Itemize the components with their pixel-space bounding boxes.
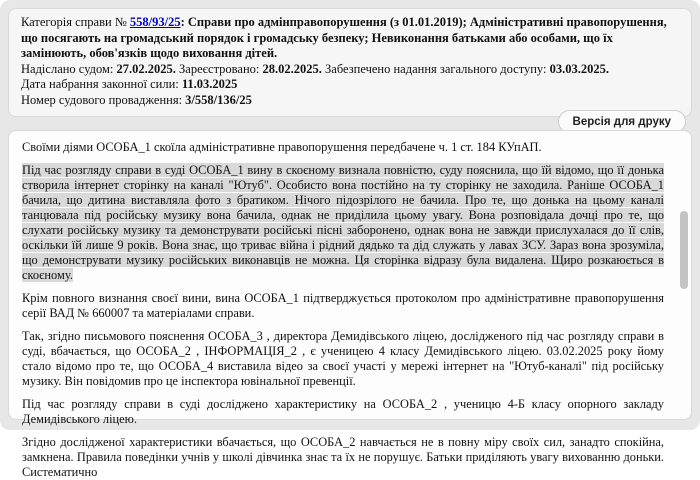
category-separator: : — [180, 15, 185, 29]
category-label: Категорія справи № — [21, 15, 127, 29]
category-line — [21, 15, 677, 62]
legal-force-date: 11.03.2025 — [181, 77, 238, 92]
print-version-button[interactable]: Версія для друку — [558, 110, 686, 133]
decision-paragraph: Згідно дослідженої характеристики вбачається, що ОСОБА_2 навчається не в повну міру своїх сил, занадто спокійна, замкнена. Правила поведінки учнів у школі дівчинка знає та їх не порушує. Батьки приділяють увагу вихованню доньки. Систематично — [22, 435, 664, 479]
registered-label: Зареєстровано: — [179, 61, 260, 76]
case-metadata-panel — [8, 8, 692, 117]
category-description: Справи про адмінправопорушення (з 01.01.2019); Адміністративні правопорушення, що посягають на громадський порядок і громадську безпеку; Невиконання батьками або особами, що їх замінюють, обов'язків щодо виховання дітей. — [21, 15, 667, 61]
selected-text: Під час розгляду справи в суді ОСОБА_1 вину в скоєному визнала повністю, суду пояснила, що їй відомо, що її донька створила інтернет сторінку на каналі "Ютуб". Особисто вона постійно на ту сторінку не заходила. Раніше ОСОБА_1 бачила, що дитина виставляла фото з братиком. Нічого підозрілого не бачила. Про те, що донька на цьому каналі танцювала під російську музику вона бачила, однак не приділила цьому увагу. Вона розповідала дочці про те, що слухати російську музику та демонструвати російські пісні заборонено, однак вона не завжди прислухалася до її слів, оскільки їй лише 9 років. Вона знає, що триває війна і рідний дядько та дід служать у лавах ЗСУ. Зараз вона зрозуміла, що демонструвати музику російських виконавців не можна. Ця сторінка відразу була видалена. Щиро розкаюється в скоєному. — [22, 163, 664, 282]
decision-paragraph-selected — [22, 163, 664, 283]
sent-date: 27.02.2025. — [116, 61, 176, 76]
vertical-scrollbar-thumb[interactable] — [680, 211, 688, 289]
registered-date: 28.02.2025. — [262, 61, 322, 76]
legal-force-line — [21, 77, 677, 93]
decision-text-panel — [8, 130, 692, 479]
access-label: Забезпечено надання загального доступу: — [325, 61, 547, 76]
decision-paragraph: Крім повного визнання своєї вини, вина ОСОБА_1 підтверджується протоколом про адміністративне правопорушення серії ВАД № 660007 та матеріалами справи. — [22, 291, 664, 320]
decision-paragraph: Своїми діями ОСОБА_1 скоїла адміністративне правопорушення передбачене ч. 1 ст. 184 КУпАП. — [22, 140, 542, 154]
proceeding-number: 3/558/136/25 — [185, 92, 252, 107]
dates-line — [21, 62, 677, 78]
sent-label: Надіслано судом: — [21, 61, 114, 76]
access-date: 03.03.2025. — [549, 61, 609, 76]
case-number-link[interactable]: 558/93/25 — [129, 15, 181, 29]
decision-paragraph: Під час розгляду справи в суді досліджено характеристику на ОСОБА_2 , ученицю 4-Б класу опорного закладу Демидівського ліцею. — [22, 397, 664, 426]
decision-paragraph: Так, згідно письмового пояснення ОСОБА_3 , директора Демидівського ліцею, дослідженого під час розгляду справи в суді, вбачається, що ОСОБА_2 , ІНФОРМАЦІЯ_2 , є ученицею 4 класу Демидівського ліцею. 03.02.2025 року йому стало відомо про те, що ОСОБА_4 виставила відео за своєї участі у мережі інтернет на "Ютуб-каналі" під російську музику. Він повідомив про це інспектора ювінальної превенції. — [22, 329, 664, 388]
legal-force-label: Дата набрання законної сили: — [21, 77, 179, 92]
proceeding-line — [21, 93, 677, 109]
proceeding-label: Номер судового провадження: — [21, 92, 183, 107]
